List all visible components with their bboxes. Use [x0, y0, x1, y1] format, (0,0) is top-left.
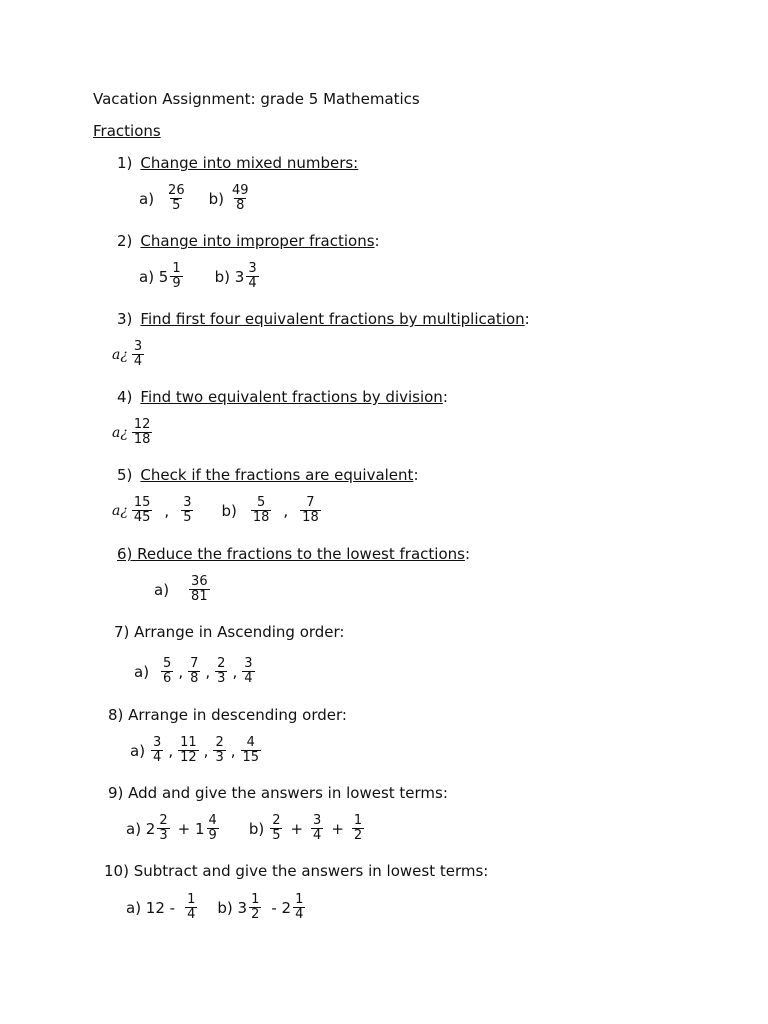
q3-number: 3) — [117, 310, 133, 328]
q3-items — [112, 340, 146, 369]
q4-items — [112, 418, 154, 447]
q1-items — [139, 184, 253, 213]
question-1 — [117, 154, 358, 172]
fraction: $\frac{3}{4}$ — [133, 339, 143, 369]
q5-items — [112, 496, 323, 525]
fraction: $\frac{15}{45}$ — [133, 495, 151, 525]
q7-items: a) $\frac{5}{6}$ , $\frac{7}{8}$ , $\frac{2}{3}$ , $\frac{3}{4}$ — [134, 656, 253, 686]
question-6 — [117, 545, 470, 563]
q2-label-a: a) 5 — [139, 267, 169, 286]
q5-label-a: a¿ — [112, 502, 128, 519]
section-title: Fractions — [93, 122, 161, 140]
q3-colon: : — [524, 310, 530, 328]
q3-text: Find first four equivalent fractions by multiplication — [140, 310, 525, 328]
q5-number: 5) — [117, 466, 133, 484]
page-title: Vacation Assignment: grade 5 Mathematics — [93, 90, 420, 108]
q5-colon: : — [413, 466, 419, 484]
question-4 — [117, 388, 448, 406]
question-9: 9) Add and give the answers in lowest terms: — [108, 784, 448, 802]
fraction: $\frac{3}{4}$ — [153, 735, 162, 765]
plus-sign: + — [331, 819, 344, 838]
q4-label-a: a¿ — [112, 424, 128, 441]
q8-items: a) $\frac{3}{4}$ , $\frac{11}{12}$ , $\frac{2}{3}$ , $\frac{4}{15}$ — [130, 735, 260, 765]
fraction: $\frac{4}{9}$ — [208, 813, 217, 843]
q6-colon: : — [464, 545, 471, 563]
fraction: $\frac{7}{18}$ — [302, 495, 319, 525]
q4-number: 4) — [117, 388, 133, 406]
question-5 — [117, 466, 419, 484]
q10-minus: - 2 — [271, 898, 292, 917]
q5-text: Check if the fractions are equivalent — [140, 466, 414, 484]
fraction: $\frac{2}{3}$ — [217, 656, 226, 686]
q1-label-b: b) — [208, 189, 224, 208]
fraction: $\frac{1}{4}$ — [295, 892, 304, 922]
q2-number: 2) — [117, 232, 133, 250]
fraction: $\frac{36}{81}$ — [191, 574, 208, 604]
q1-number: 1) — [117, 154, 133, 172]
fraction: $\frac{1}{4}$ — [187, 892, 196, 922]
question-3 — [117, 310, 530, 328]
q4-colon: : — [442, 388, 448, 406]
fraction: $\frac{11}{12}$ — [180, 735, 197, 765]
fraction: $\frac{2}{3}$ — [215, 735, 224, 765]
fraction: $\frac{3}{4}$ — [313, 813, 322, 843]
q9-label-b: b) — [248, 819, 265, 838]
q2-label-b: b) 3 — [214, 267, 245, 286]
fraction: $\frac{3}{5}$ — [183, 495, 192, 525]
question-8: 8) Arrange in descending order: — [108, 706, 347, 724]
q6-text: 6) Reduce the fractions to the lowest fractions — [117, 545, 465, 563]
q2-items — [139, 262, 261, 291]
q7-label-a: a) — [134, 662, 150, 681]
q5-label-b: b) — [221, 501, 237, 520]
plus-sign: + — [290, 819, 304, 838]
q9-items — [126, 814, 366, 843]
q10-items — [126, 893, 307, 922]
q2-text: Change into improper fractions — [140, 232, 375, 250]
question-7: 7) Arrange in Ascending order: — [114, 623, 345, 641]
fraction: $\frac{26}{5}$ — [168, 183, 185, 213]
title-line — [93, 90, 470, 108]
fraction: $\frac{3}{4}$ — [248, 261, 257, 291]
q10-label-b: b) 3 — [217, 898, 248, 917]
fraction: $\frac{49}{8}$ — [231, 183, 249, 213]
fraction: $\frac{2}{5}$ — [272, 813, 281, 843]
fraction: $\frac{12}{18}$ — [133, 417, 151, 447]
fraction: $\frac{3}{4}$ — [244, 656, 253, 686]
q6-items — [154, 575, 212, 604]
q2-colon: : — [374, 232, 380, 250]
fraction: $\frac{1}{9}$ — [172, 261, 181, 291]
q1-text: Change into mixed numbers: — [140, 154, 359, 172]
question-10: 10) Subtract and give the answers in lowest terms: — [104, 862, 489, 880]
q6-label-a: a) — [154, 580, 170, 599]
fraction: $\frac{7}{8}$ — [190, 656, 199, 686]
fraction: $\frac{1}{2}$ — [251, 892, 260, 922]
fraction: $\frac{1}{2}$ — [353, 813, 363, 843]
fraction: $\frac{4}{15}$ — [242, 735, 260, 765]
comma: , — [164, 501, 170, 520]
q9-label-a: a) 2 — [126, 819, 156, 838]
fraction: $\frac{5}{18}$ — [252, 495, 270, 525]
title-underline-blank — [420, 90, 470, 108]
question-2 — [117, 232, 380, 250]
q8-label-a: a) — [130, 741, 146, 760]
q1-label-a: a) — [139, 189, 155, 208]
q10-label-a: a) 12 - — [126, 898, 176, 917]
comma: , — [283, 501, 289, 520]
q4-text: Find two equivalent fractions by division — [140, 388, 443, 406]
q9-plus: + 1 — [177, 819, 205, 838]
q3-label-a: a¿ — [112, 346, 128, 363]
fraction: $\frac{5}{6}$ — [163, 656, 172, 686]
fraction: $\frac{2}{3}$ — [159, 813, 168, 843]
